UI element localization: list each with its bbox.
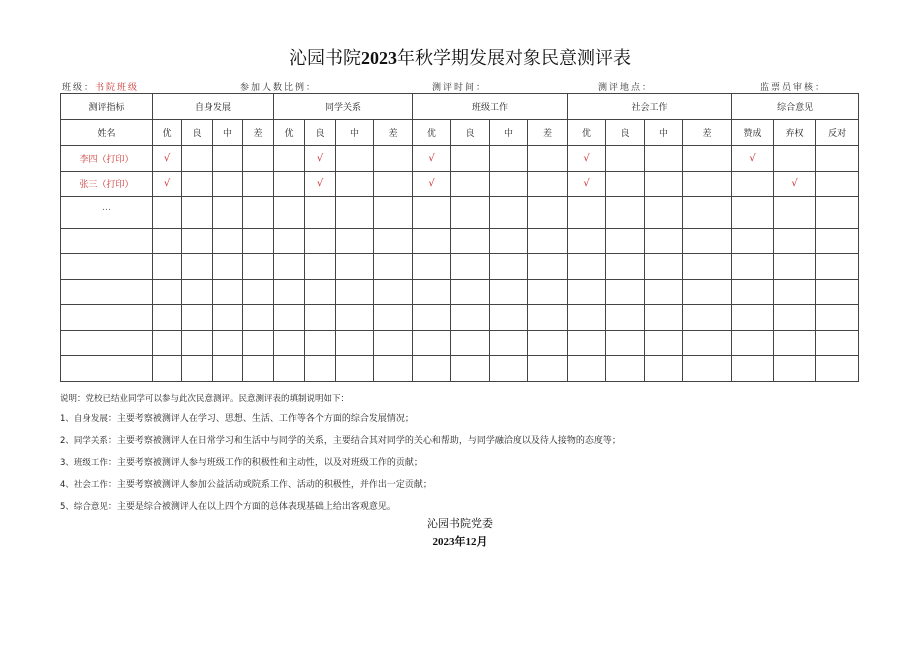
empty-name-cell[interactable]: [61, 254, 153, 280]
rating-cell[interactable]: [528, 228, 568, 254]
instruction-text: ：主要考察被测评人参加公益活动或院系工作、活动的积极性，并作出一定贡献；: [107, 480, 432, 490]
rating-cell[interactable]: [182, 330, 213, 356]
table-row: [61, 305, 859, 331]
rating-cell[interactable]: [243, 197, 274, 229]
rating-cell[interactable]: [568, 197, 606, 229]
check-mark[interactable]: √: [305, 171, 336, 197]
rating-cell[interactable]: [816, 305, 859, 331]
rating-cell[interactable]: [374, 228, 413, 254]
rating-cell[interactable]: [274, 228, 305, 254]
check-mark[interactable]: √: [568, 171, 606, 197]
empty-name-cell[interactable]: [61, 279, 153, 305]
rating-cell[interactable]: [336, 146, 374, 172]
rating-cell[interactable]: [274, 330, 305, 356]
subcolumn-header: 赞成: [732, 120, 774, 146]
footer-date: 2023年12月: [432, 536, 488, 548]
rating-cell[interactable]: [816, 254, 859, 280]
rating-cell[interactable]: [645, 228, 683, 254]
rating-cell[interactable]: [413, 356, 451, 382]
rating-cell[interactable]: [451, 197, 490, 229]
evaluation-table: [60, 93, 859, 382]
rating-cell[interactable]: [374, 279, 413, 305]
rating-cell[interactable]: [451, 356, 490, 382]
rating-cell[interactable]: [451, 330, 490, 356]
rating-cell[interactable]: [305, 254, 336, 280]
instruction-item: [60, 433, 621, 446]
rating-cell[interactable]: [451, 228, 490, 254]
rating-cell[interactable]: [606, 228, 645, 254]
rating-cell[interactable]: [683, 228, 732, 254]
rating-cell[interactable]: [336, 254, 374, 280]
rating-cell[interactable]: [182, 171, 213, 197]
rating-cell[interactable]: [413, 330, 451, 356]
rating-cell[interactable]: [816, 197, 859, 229]
instruction-item: [60, 411, 414, 424]
group-header: 自身发展: [153, 94, 274, 120]
rating-cell[interactable]: [490, 356, 528, 382]
rating-cell[interactable]: [774, 356, 816, 382]
rating-cell[interactable]: [732, 171, 774, 197]
rating-cell[interactable]: [490, 330, 528, 356]
rating-cell[interactable]: [451, 171, 490, 197]
table-row: [61, 228, 859, 254]
rating-cell[interactable]: [336, 330, 374, 356]
rating-cell[interactable]: [816, 330, 859, 356]
subcolumn-header: 良: [305, 120, 336, 146]
rating-cell[interactable]: [774, 146, 816, 172]
instruction-item: [60, 499, 396, 512]
rating-cell[interactable]: [243, 305, 274, 331]
check-mark[interactable]: √: [732, 146, 774, 172]
subcolumn-header: 优: [274, 120, 305, 146]
rating-cell[interactable]: [683, 254, 732, 280]
check-mark[interactable]: √: [153, 146, 182, 172]
rating-cell[interactable]: [374, 197, 413, 229]
rating-cell[interactable]: [153, 305, 182, 331]
group-header: 综合意见: [732, 94, 859, 120]
rating-cell[interactable]: [606, 356, 645, 382]
rating-cell[interactable]: [528, 197, 568, 229]
rating-cell[interactable]: [528, 356, 568, 382]
rating-cell[interactable]: [528, 305, 568, 331]
rating-cell[interactable]: [774, 330, 816, 356]
rating-cell[interactable]: [816, 228, 859, 254]
rating-cell[interactable]: [305, 228, 336, 254]
empty-name-cell[interactable]: [61, 330, 153, 356]
rating-cell[interactable]: [774, 228, 816, 254]
indicator-header: 测评指标: [61, 94, 153, 120]
rating-cell[interactable]: [732, 356, 774, 382]
rating-cell[interactable]: [305, 305, 336, 331]
rating-cell[interactable]: [182, 228, 213, 254]
footer-organization: 沁园书院党委: [427, 517, 493, 530]
rating-cell[interactable]: [645, 197, 683, 229]
rating-cell[interactable]: [374, 330, 413, 356]
rating-cell[interactable]: [153, 228, 182, 254]
rating-cell[interactable]: [490, 197, 528, 229]
rating-cell[interactable]: [274, 197, 305, 229]
rating-cell[interactable]: [336, 356, 374, 382]
rating-cell[interactable]: [774, 197, 816, 229]
rating-cell[interactable]: [683, 305, 732, 331]
rating-cell[interactable]: [683, 356, 732, 382]
rating-cell[interactable]: [568, 228, 606, 254]
instruction-text: ：主要考察被测评人在学习、思想、生活、工作等各个方面的综合发展情况；: [107, 414, 414, 424]
rating-cell[interactable]: [645, 305, 683, 331]
rating-cell[interactable]: [374, 356, 413, 382]
rating-cell[interactable]: [528, 279, 568, 305]
time-label: 测评时间：: [432, 83, 488, 93]
class-label: 班级：: [62, 83, 96, 93]
empty-name-cell[interactable]: [61, 305, 153, 331]
rating-cell[interactable]: [816, 146, 859, 172]
subcolumn-header: 弃权: [774, 120, 816, 146]
rating-cell[interactable]: [774, 305, 816, 331]
rating-cell[interactable]: [683, 330, 732, 356]
rating-cell[interactable]: [213, 305, 243, 331]
table-row: [61, 356, 859, 382]
rating-cell[interactable]: [243, 146, 274, 172]
rating-cell[interactable]: [568, 305, 606, 331]
check-mark[interactable]: √: [413, 146, 451, 172]
rating-cell[interactable]: [274, 171, 305, 197]
rating-cell[interactable]: [413, 197, 451, 229]
rating-cell[interactable]: [451, 305, 490, 331]
ratio-label: 参加人数比例：: [240, 83, 318, 93]
table-row: [61, 254, 859, 280]
rating-cell[interactable]: [413, 254, 451, 280]
rating-cell[interactable]: [490, 146, 528, 172]
rating-cell[interactable]: [645, 279, 683, 305]
rating-cell[interactable]: [774, 279, 816, 305]
check-mark[interactable]: √: [305, 146, 336, 172]
rating-cell[interactable]: [606, 197, 645, 229]
subcolumn-header: 差: [683, 120, 732, 146]
check-mark[interactable]: √: [568, 146, 606, 172]
rating-cell[interactable]: [305, 356, 336, 382]
rating-cell[interactable]: [153, 279, 182, 305]
rating-cell[interactable]: [606, 254, 645, 280]
rating-cell[interactable]: [213, 356, 243, 382]
rating-cell[interactable]: [274, 279, 305, 305]
rating-cell[interactable]: [645, 330, 683, 356]
instruction-text: ：主要考察被测评人在日常学习和生活中与同学的关系，主要结合其对同学的关心和帮助，与同学融洽度以及待人接物的态度等；: [107, 436, 621, 446]
rating-cell[interactable]: [153, 356, 182, 382]
table-row: [61, 197, 859, 229]
rating-cell[interactable]: [213, 330, 243, 356]
instruction-term: 4、社会工作: [60, 480, 108, 490]
instruction-term: 5、综合意见: [60, 502, 108, 512]
check-mark[interactable]: √: [413, 171, 451, 197]
rating-cell[interactable]: [305, 197, 336, 229]
instruction-text: ：主要是综合被测评人在以上四个方面的总体表现基础上给出客观意见。: [107, 502, 396, 512]
table-header-subcolumns: [61, 120, 859, 146]
rating-cell[interactable]: [336, 228, 374, 254]
rating-cell[interactable]: [213, 254, 243, 280]
group-header: 社会工作: [568, 94, 732, 120]
rating-cell[interactable]: [413, 305, 451, 331]
place-label: 测评地点：: [598, 83, 654, 93]
rating-cell[interactable]: [182, 146, 213, 172]
rating-cell[interactable]: [213, 228, 243, 254]
ellipsis-placeholder[interactable]: …: [61, 197, 153, 229]
subcolumn-header: 差: [374, 120, 413, 146]
subcolumn-header: 中: [336, 120, 374, 146]
class-value: 书院班级: [95, 83, 140, 93]
rating-cell[interactable]: [606, 171, 645, 197]
table-row: [61, 146, 859, 172]
rating-cell[interactable]: [774, 254, 816, 280]
subcolumn-header: 中: [490, 120, 528, 146]
group-header: 班级工作: [413, 94, 568, 120]
rating-cell[interactable]: [683, 279, 732, 305]
rating-cell[interactable]: [568, 356, 606, 382]
check-mark[interactable]: √: [774, 171, 816, 197]
subcolumn-header: 差: [243, 120, 274, 146]
candidate-name[interactable]: 李四（打印）: [61, 146, 153, 172]
rating-cell[interactable]: [243, 171, 274, 197]
rating-cell[interactable]: [413, 279, 451, 305]
name-header: 姓名: [61, 120, 153, 146]
rating-cell[interactable]: [732, 228, 774, 254]
rating-cell[interactable]: [243, 279, 274, 305]
empty-name-cell[interactable]: [61, 228, 153, 254]
rating-cell[interactable]: [451, 254, 490, 280]
rating-cell[interactable]: [243, 356, 274, 382]
rating-cell[interactable]: [213, 279, 243, 305]
instruction-item: [60, 477, 432, 490]
rating-cell[interactable]: [182, 254, 213, 280]
rating-cell[interactable]: [213, 146, 243, 172]
rating-cell[interactable]: [528, 171, 568, 197]
instructions-intro: 说明：党校已结业同学可以参与此次民意测评。民意测评表的填制说明如下：: [60, 394, 350, 404]
table-row: [61, 330, 859, 356]
instruction-item: [60, 455, 423, 468]
rating-cell[interactable]: [732, 254, 774, 280]
rating-cell[interactable]: [732, 330, 774, 356]
document-title: [0, 44, 920, 70]
instruction-text: ：主要考察被测评人参与班级工作的积极性和主动性，以及对班级工作的贡献；: [107, 458, 423, 468]
rating-cell[interactable]: [374, 146, 413, 172]
candidate-name[interactable]: 张三（打印）: [61, 171, 153, 197]
rating-cell[interactable]: [374, 305, 413, 331]
rating-cell[interactable]: [182, 197, 213, 229]
rating-cell[interactable]: [274, 305, 305, 331]
rating-cell[interactable]: [816, 356, 859, 382]
rating-cell[interactable]: [645, 254, 683, 280]
rating-cell[interactable]: [568, 279, 606, 305]
rating-cell[interactable]: [336, 171, 374, 197]
subcolumn-header: 中: [213, 120, 243, 146]
rating-cell[interactable]: [374, 171, 413, 197]
rating-cell[interactable]: [243, 254, 274, 280]
rating-cell[interactable]: [274, 356, 305, 382]
subcolumn-header: 良: [451, 120, 490, 146]
instruction-term: 3、班级工作: [60, 458, 108, 468]
empty-name-cell[interactable]: [61, 356, 153, 382]
rating-cell[interactable]: [490, 171, 528, 197]
title-year: 2023: [361, 48, 397, 68]
rating-cell[interactable]: [732, 279, 774, 305]
rating-cell[interactable]: [305, 279, 336, 305]
subcolumn-header: 优: [413, 120, 451, 146]
rating-cell[interactable]: [336, 305, 374, 331]
table-row: [61, 171, 859, 197]
rating-cell[interactable]: [274, 254, 305, 280]
rating-cell[interactable]: [213, 171, 243, 197]
group-header: 同学关系: [274, 94, 413, 120]
subcolumn-header: 良: [606, 120, 645, 146]
title-suffix: 年秋学期发展对象民意测评表: [397, 48, 631, 69]
rating-cell[interactable]: [413, 228, 451, 254]
rating-cell[interactable]: [645, 356, 683, 382]
rating-cell[interactable]: [683, 146, 732, 172]
rating-cell[interactable]: [182, 356, 213, 382]
rating-cell[interactable]: [305, 330, 336, 356]
table-row: [61, 279, 859, 305]
subcolumn-header: 良: [182, 120, 213, 146]
rating-cell[interactable]: [645, 146, 683, 172]
check-mark[interactable]: √: [153, 171, 182, 197]
subcolumn-header: 优: [153, 120, 182, 146]
rating-cell[interactable]: [243, 330, 274, 356]
subcolumn-header: 中: [645, 120, 683, 146]
rating-cell[interactable]: [182, 279, 213, 305]
rating-cell[interactable]: [732, 305, 774, 331]
rating-cell[interactable]: [451, 279, 490, 305]
rating-cell[interactable]: [816, 279, 859, 305]
table-header-groups: [61, 94, 859, 120]
rating-cell[interactable]: [568, 254, 606, 280]
rating-cell[interactable]: [213, 197, 243, 229]
rating-cell[interactable]: [568, 330, 606, 356]
rating-cell[interactable]: [683, 171, 732, 197]
rating-cell[interactable]: [732, 197, 774, 229]
rating-cell[interactable]: [153, 330, 182, 356]
rating-cell[interactable]: [153, 254, 182, 280]
rating-cell[interactable]: [816, 171, 859, 197]
rating-cell[interactable]: [606, 305, 645, 331]
rating-cell[interactable]: [374, 254, 413, 280]
rating-cell[interactable]: [606, 279, 645, 305]
rating-cell[interactable]: [243, 228, 274, 254]
rating-cell[interactable]: [490, 305, 528, 331]
rating-cell[interactable]: [451, 146, 490, 172]
rating-cell[interactable]: [274, 146, 305, 172]
supervisor-label: 监票员审核：: [760, 83, 827, 93]
rating-cell[interactable]: [490, 254, 528, 280]
rating-cell[interactable]: [336, 279, 374, 305]
subcolumn-header: 优: [568, 120, 606, 146]
rating-cell[interactable]: [153, 197, 182, 229]
rating-cell[interactable]: [490, 279, 528, 305]
instruction-term: 1、自身发展: [60, 414, 108, 424]
rating-cell[interactable]: [606, 330, 645, 356]
subcolumn-header: 差: [528, 120, 568, 146]
subcolumn-header: 反对: [816, 120, 859, 146]
rating-cell[interactable]: [182, 305, 213, 331]
instruction-term: 2、同学关系: [60, 436, 108, 446]
rating-cell[interactable]: [606, 146, 645, 172]
rating-cell[interactable]: [528, 254, 568, 280]
rating-cell[interactable]: [645, 171, 683, 197]
rating-cell[interactable]: [683, 197, 732, 229]
rating-cell[interactable]: [528, 330, 568, 356]
rating-cell[interactable]: [528, 146, 568, 172]
rating-cell[interactable]: [490, 228, 528, 254]
rating-cell[interactable]: [336, 197, 374, 229]
class-field: [62, 80, 139, 93]
title-prefix: 沁园书院: [289, 48, 361, 69]
